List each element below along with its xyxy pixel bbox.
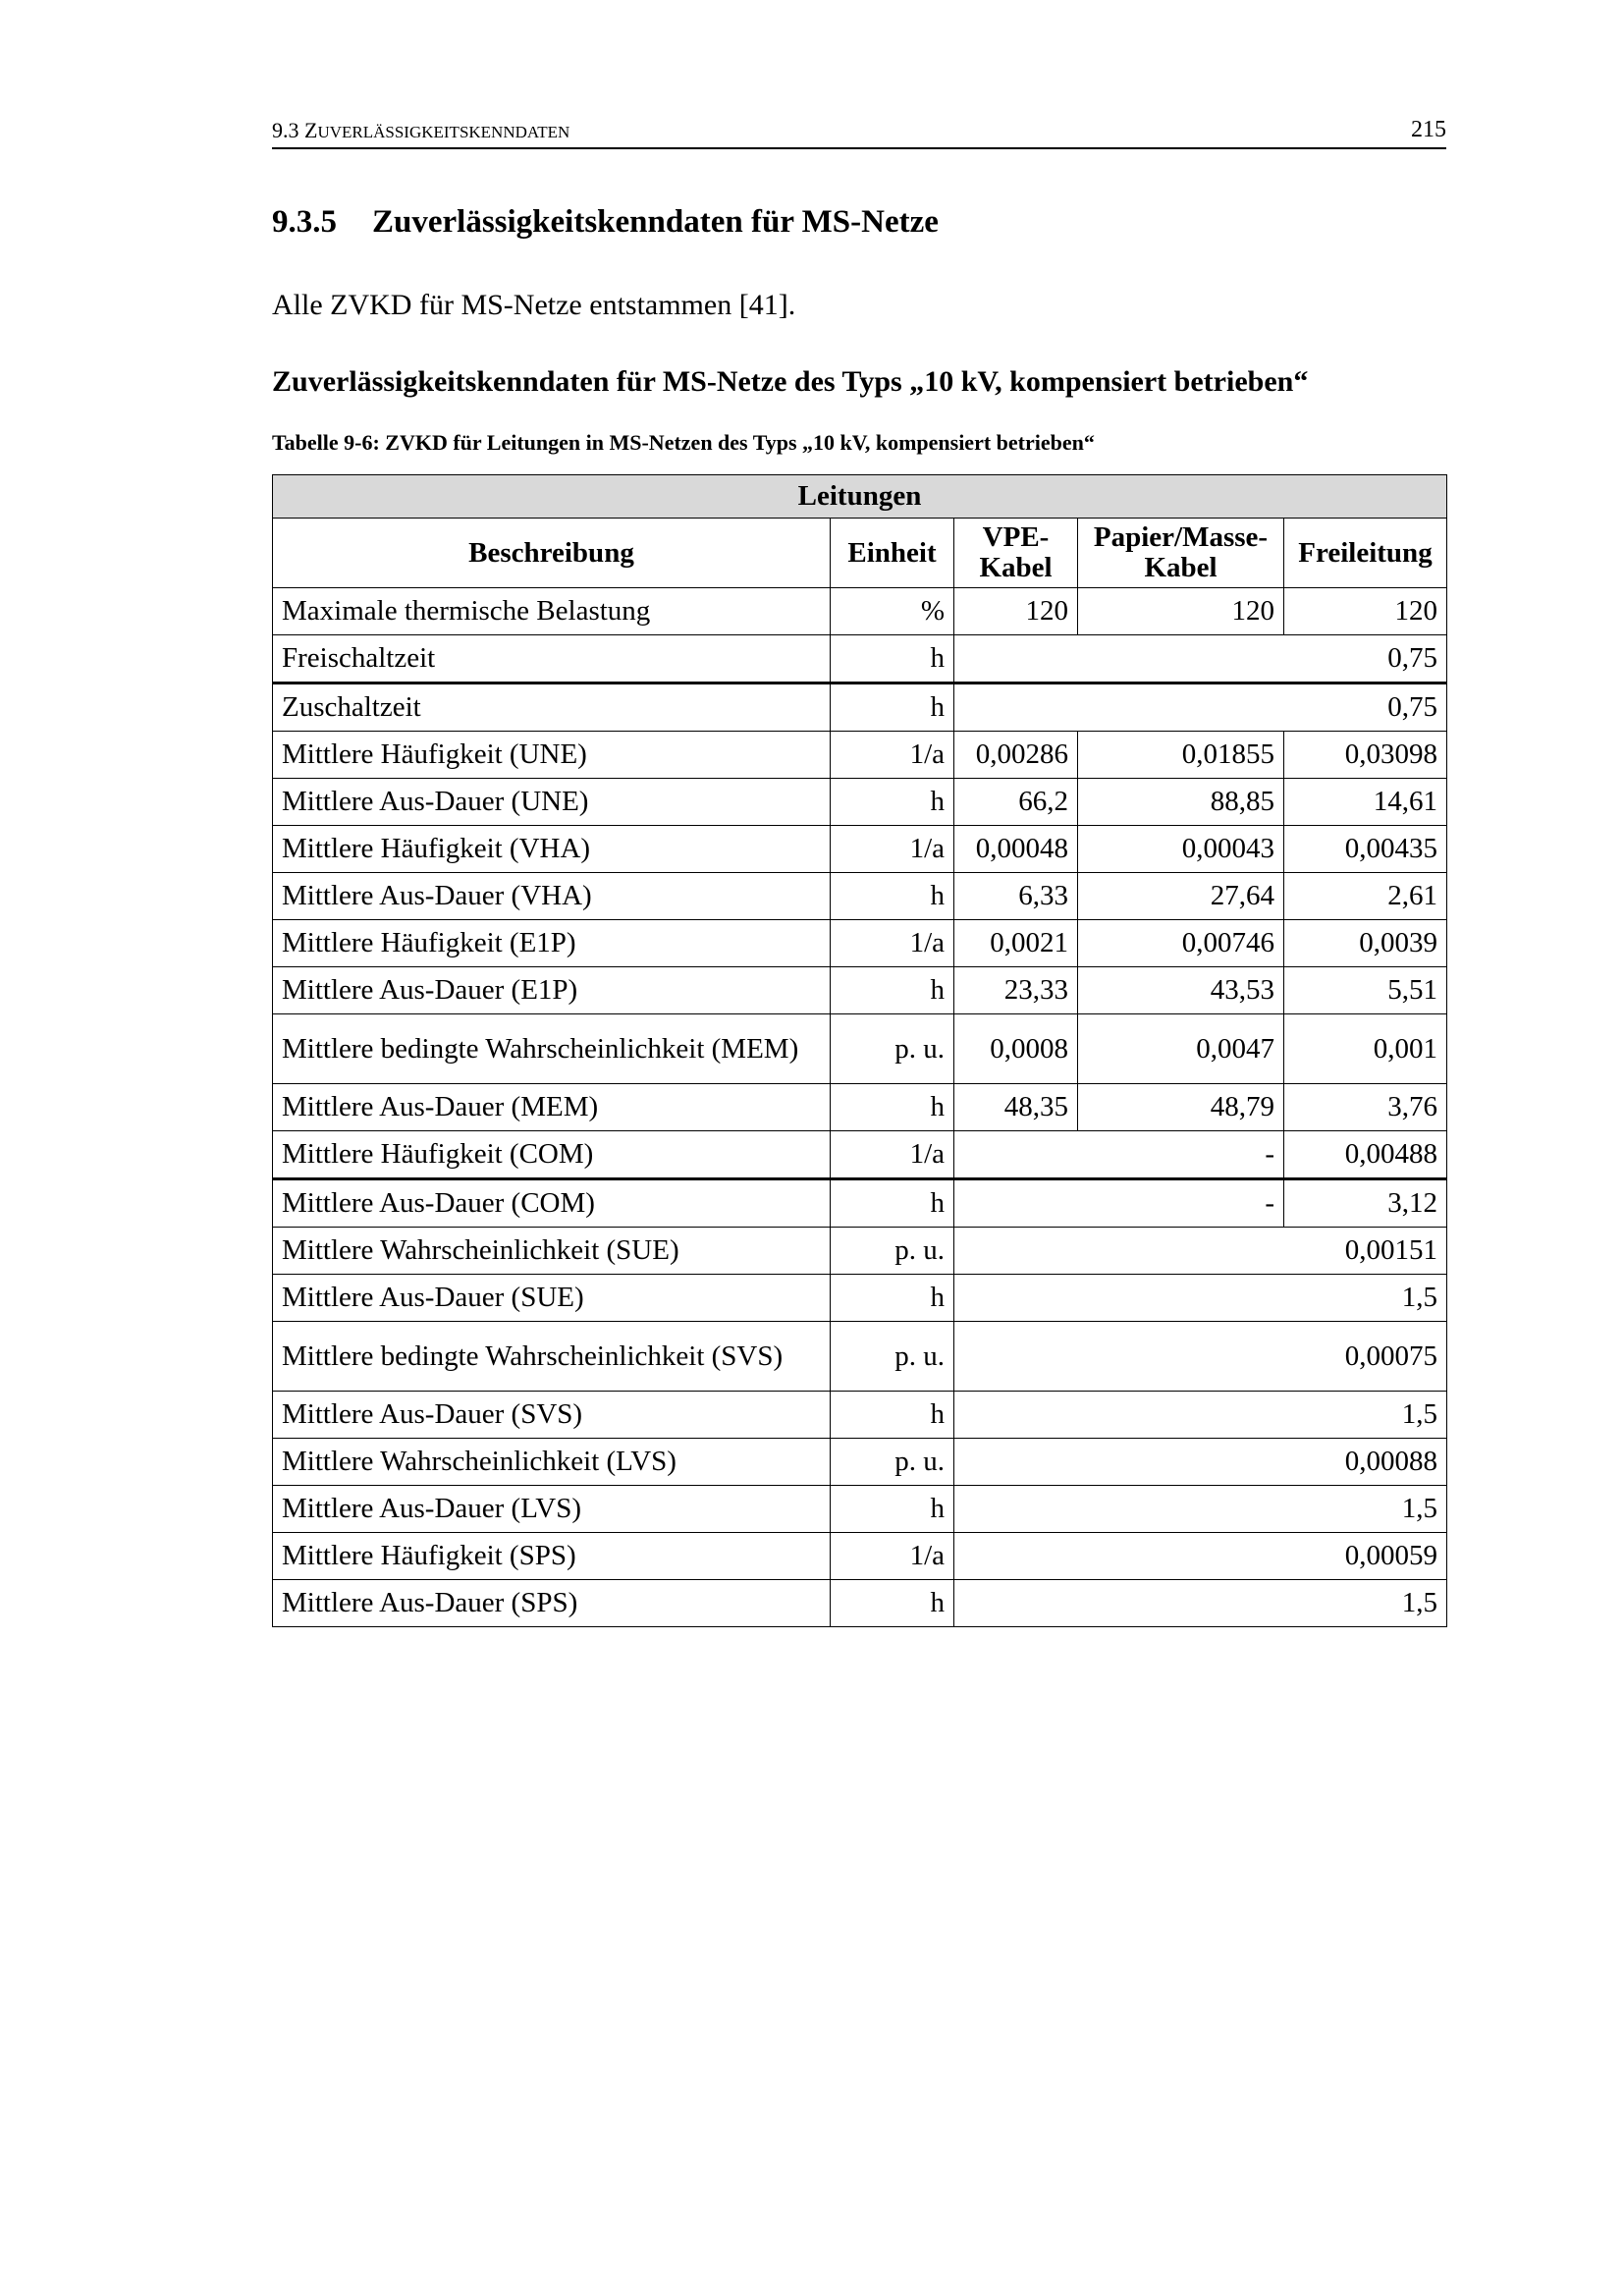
- cell-einheit: h: [831, 779, 954, 826]
- cell-beschreibung: Mittlere bedingte Wahrscheinlichkeit (SVS): [273, 1322, 831, 1392]
- table-row: [273, 588, 1447, 635]
- cell-all-types: 1,5: [954, 1486, 1447, 1533]
- cell-freileitung: 0,0039: [1284, 920, 1447, 967]
- cell-beschreibung: Mittlere Aus-Dauer (SUE): [273, 1275, 831, 1322]
- table-row: [273, 1179, 1447, 1228]
- cell-einheit: p. u.: [831, 1322, 954, 1392]
- cell-all-types: 1,5: [954, 1580, 1447, 1627]
- cell-beschreibung: Mittlere Aus-Dauer (SVS): [273, 1392, 831, 1439]
- cell-einheit: h: [831, 1580, 954, 1627]
- cell-einheit: h: [831, 683, 954, 732]
- table-row: [273, 873, 1447, 920]
- table-row: [273, 1131, 1447, 1179]
- table-row: [273, 1228, 1447, 1275]
- section-title: Zuverlässigkeitskenndaten für MS-Netze: [372, 204, 939, 240]
- cell-einheit: p. u.: [831, 1439, 954, 1486]
- cell-vpe-kabel: 0,00048: [954, 826, 1078, 873]
- cell-vpe-kabel: 6,33: [954, 873, 1078, 920]
- cell-einheit: 1/a: [831, 1533, 954, 1580]
- cell-all-types: 0,00075: [954, 1322, 1447, 1392]
- cell-all-types: 1,5: [954, 1392, 1447, 1439]
- cell-beschreibung: Mittlere Häufigkeit (COM): [273, 1131, 831, 1179]
- cell-papier-masse-kabel: 88,85: [1078, 779, 1284, 826]
- cell-beschreibung: Zuschaltzeit: [273, 683, 831, 732]
- table-row: [273, 967, 1447, 1014]
- cell-einheit: h: [831, 873, 954, 920]
- cell-freileitung: 0,00435: [1284, 826, 1447, 873]
- table-row: [273, 779, 1447, 826]
- cell-einheit: p. u.: [831, 1228, 954, 1275]
- cell-einheit: %: [831, 588, 954, 635]
- cell-vpe-kabel: 0,0021: [954, 920, 1078, 967]
- col-header-papier-masse-kabel: Papier/Masse-Kabel: [1078, 519, 1284, 588]
- cell-beschreibung: Mittlere Häufigkeit (VHA): [273, 826, 831, 873]
- table-row: [273, 826, 1447, 873]
- table-row: [273, 1322, 1447, 1392]
- cell-einheit: 1/a: [831, 826, 954, 873]
- table-row: [273, 635, 1447, 683]
- cell-freileitung: 120: [1284, 588, 1447, 635]
- table-row: [273, 1014, 1447, 1084]
- cell-beschreibung: Mittlere Häufigkeit (E1P): [273, 920, 831, 967]
- cell-beschreibung: Mittlere Aus-Dauer (VHA): [273, 873, 831, 920]
- table-body: [273, 588, 1447, 1627]
- cell-papier-masse-kabel: 0,00746: [1078, 920, 1284, 967]
- table-row: [273, 920, 1447, 967]
- cell-papier-masse-kabel: 27,64: [1078, 873, 1284, 920]
- cell-papier-masse-kabel: 0,01855: [1078, 732, 1284, 779]
- cell-freileitung: 5,51: [1284, 967, 1447, 1014]
- cell-beschreibung: Mittlere Aus-Dauer (E1P): [273, 967, 831, 1014]
- cell-beschreibung: Mittlere Aus-Dauer (SPS): [273, 1580, 831, 1627]
- table-row: [273, 732, 1447, 779]
- cell-einheit: h: [831, 1275, 954, 1322]
- table-caption: Tabelle 9-6: ZVKD für Leitungen in MS-Netzen des Typs „10 kV, kompensiert betrieben“: [272, 430, 1095, 455]
- cell-einheit: h: [831, 1084, 954, 1131]
- table-row: [273, 1275, 1447, 1322]
- col-header-beschreibung: Beschreibung: [273, 519, 831, 588]
- col-header-einheit: Einheit: [831, 519, 954, 588]
- cell-papier-masse-kabel: 0,00043: [1078, 826, 1284, 873]
- cell-vpe-kabel: 0,00286: [954, 732, 1078, 779]
- group-header: Leitungen: [273, 475, 1447, 519]
- cell-papier-masse-kabel: 120: [1078, 588, 1284, 635]
- cell-beschreibung: Mittlere Aus-Dauer (UNE): [273, 779, 831, 826]
- running-header: [272, 112, 1446, 149]
- cell-einheit: h: [831, 1486, 954, 1533]
- cell-freileitung: 3,76: [1284, 1084, 1447, 1131]
- cell-beschreibung: Mittlere Aus-Dauer (COM): [273, 1179, 831, 1228]
- subheading: Zuverlässigkeitskenndaten für MS-Netze des Typs „10 kV, kompensiert betrieben“: [272, 365, 1309, 398]
- cell-all-types: 0,75: [954, 683, 1447, 732]
- cell-beschreibung: Mittlere Häufigkeit (SPS): [273, 1533, 831, 1580]
- cell-einheit: h: [831, 635, 954, 683]
- cell-kabel: -: [954, 1131, 1284, 1179]
- cell-einheit: 1/a: [831, 732, 954, 779]
- cell-vpe-kabel: 23,33: [954, 967, 1078, 1014]
- section-heading: [272, 204, 939, 241]
- running-header-section: 9.3 ZUVERLÄSSIGKEITSKENNDATEN: [272, 118, 570, 142]
- cell-freileitung: 0,00488: [1284, 1131, 1447, 1179]
- cell-papier-masse-kabel: 43,53: [1078, 967, 1284, 1014]
- cell-all-types: 0,00088: [954, 1439, 1447, 1486]
- table-row: [273, 683, 1447, 732]
- cell-freileitung: 0,001: [1284, 1014, 1447, 1084]
- cell-einheit: 1/a: [831, 1131, 954, 1179]
- cell-beschreibung: Mittlere Häufigkeit (UNE): [273, 732, 831, 779]
- cell-beschreibung: Mittlere Aus-Dauer (LVS): [273, 1486, 831, 1533]
- cell-kabel: -: [954, 1179, 1284, 1228]
- cell-papier-masse-kabel: 48,79: [1078, 1084, 1284, 1131]
- cell-beschreibung: Mittlere Wahrscheinlichkeit (SUE): [273, 1228, 831, 1275]
- cell-beschreibung: Mittlere Wahrscheinlichkeit (LVS): [273, 1439, 831, 1486]
- table-row: [273, 1580, 1447, 1627]
- cell-all-types: 0,00151: [954, 1228, 1447, 1275]
- cell-vpe-kabel: 48,35: [954, 1084, 1078, 1131]
- table-row: [273, 1392, 1447, 1439]
- cell-vpe-kabel: 0,0008: [954, 1014, 1078, 1084]
- cell-freileitung: 14,61: [1284, 779, 1447, 826]
- page-number: 215: [1411, 117, 1446, 142]
- zvkd-table: [272, 474, 1447, 1627]
- cell-beschreibung: Freischaltzeit: [273, 635, 831, 683]
- col-header-vpe-kabel: VPE-Kabel: [954, 519, 1078, 588]
- cell-einheit: p. u.: [831, 1014, 954, 1084]
- intro-paragraph: Alle ZVKD für MS-Netze entstammen [41].: [272, 289, 796, 321]
- cell-all-types: 0,75: [954, 635, 1447, 683]
- table-row: [273, 1486, 1447, 1533]
- cell-einheit: h: [831, 1392, 954, 1439]
- cell-vpe-kabel: 120: [954, 588, 1078, 635]
- table-row: [273, 1533, 1447, 1580]
- table-row: [273, 1439, 1447, 1486]
- cell-all-types: 0,00059: [954, 1533, 1447, 1580]
- cell-beschreibung: Maximale thermische Belastung: [273, 588, 831, 635]
- cell-einheit: 1/a: [831, 920, 954, 967]
- section-number: 9.3.5: [272, 204, 337, 240]
- cell-beschreibung: Mittlere Aus-Dauer (MEM): [273, 1084, 831, 1131]
- cell-vpe-kabel: 66,2: [954, 779, 1078, 826]
- table-row: [273, 1084, 1447, 1131]
- cell-freileitung: 3,12: [1284, 1179, 1447, 1228]
- col-header-freileitung: Freileitung: [1284, 519, 1447, 588]
- cell-papier-masse-kabel: 0,0047: [1078, 1014, 1284, 1084]
- cell-beschreibung: Mittlere bedingte Wahrscheinlichkeit (MEM): [273, 1014, 831, 1084]
- cell-einheit: h: [831, 1179, 954, 1228]
- cell-einheit: h: [831, 967, 954, 1014]
- cell-freileitung: 0,03098: [1284, 732, 1447, 779]
- cell-all-types: 1,5: [954, 1275, 1447, 1322]
- cell-freileitung: 2,61: [1284, 873, 1447, 920]
